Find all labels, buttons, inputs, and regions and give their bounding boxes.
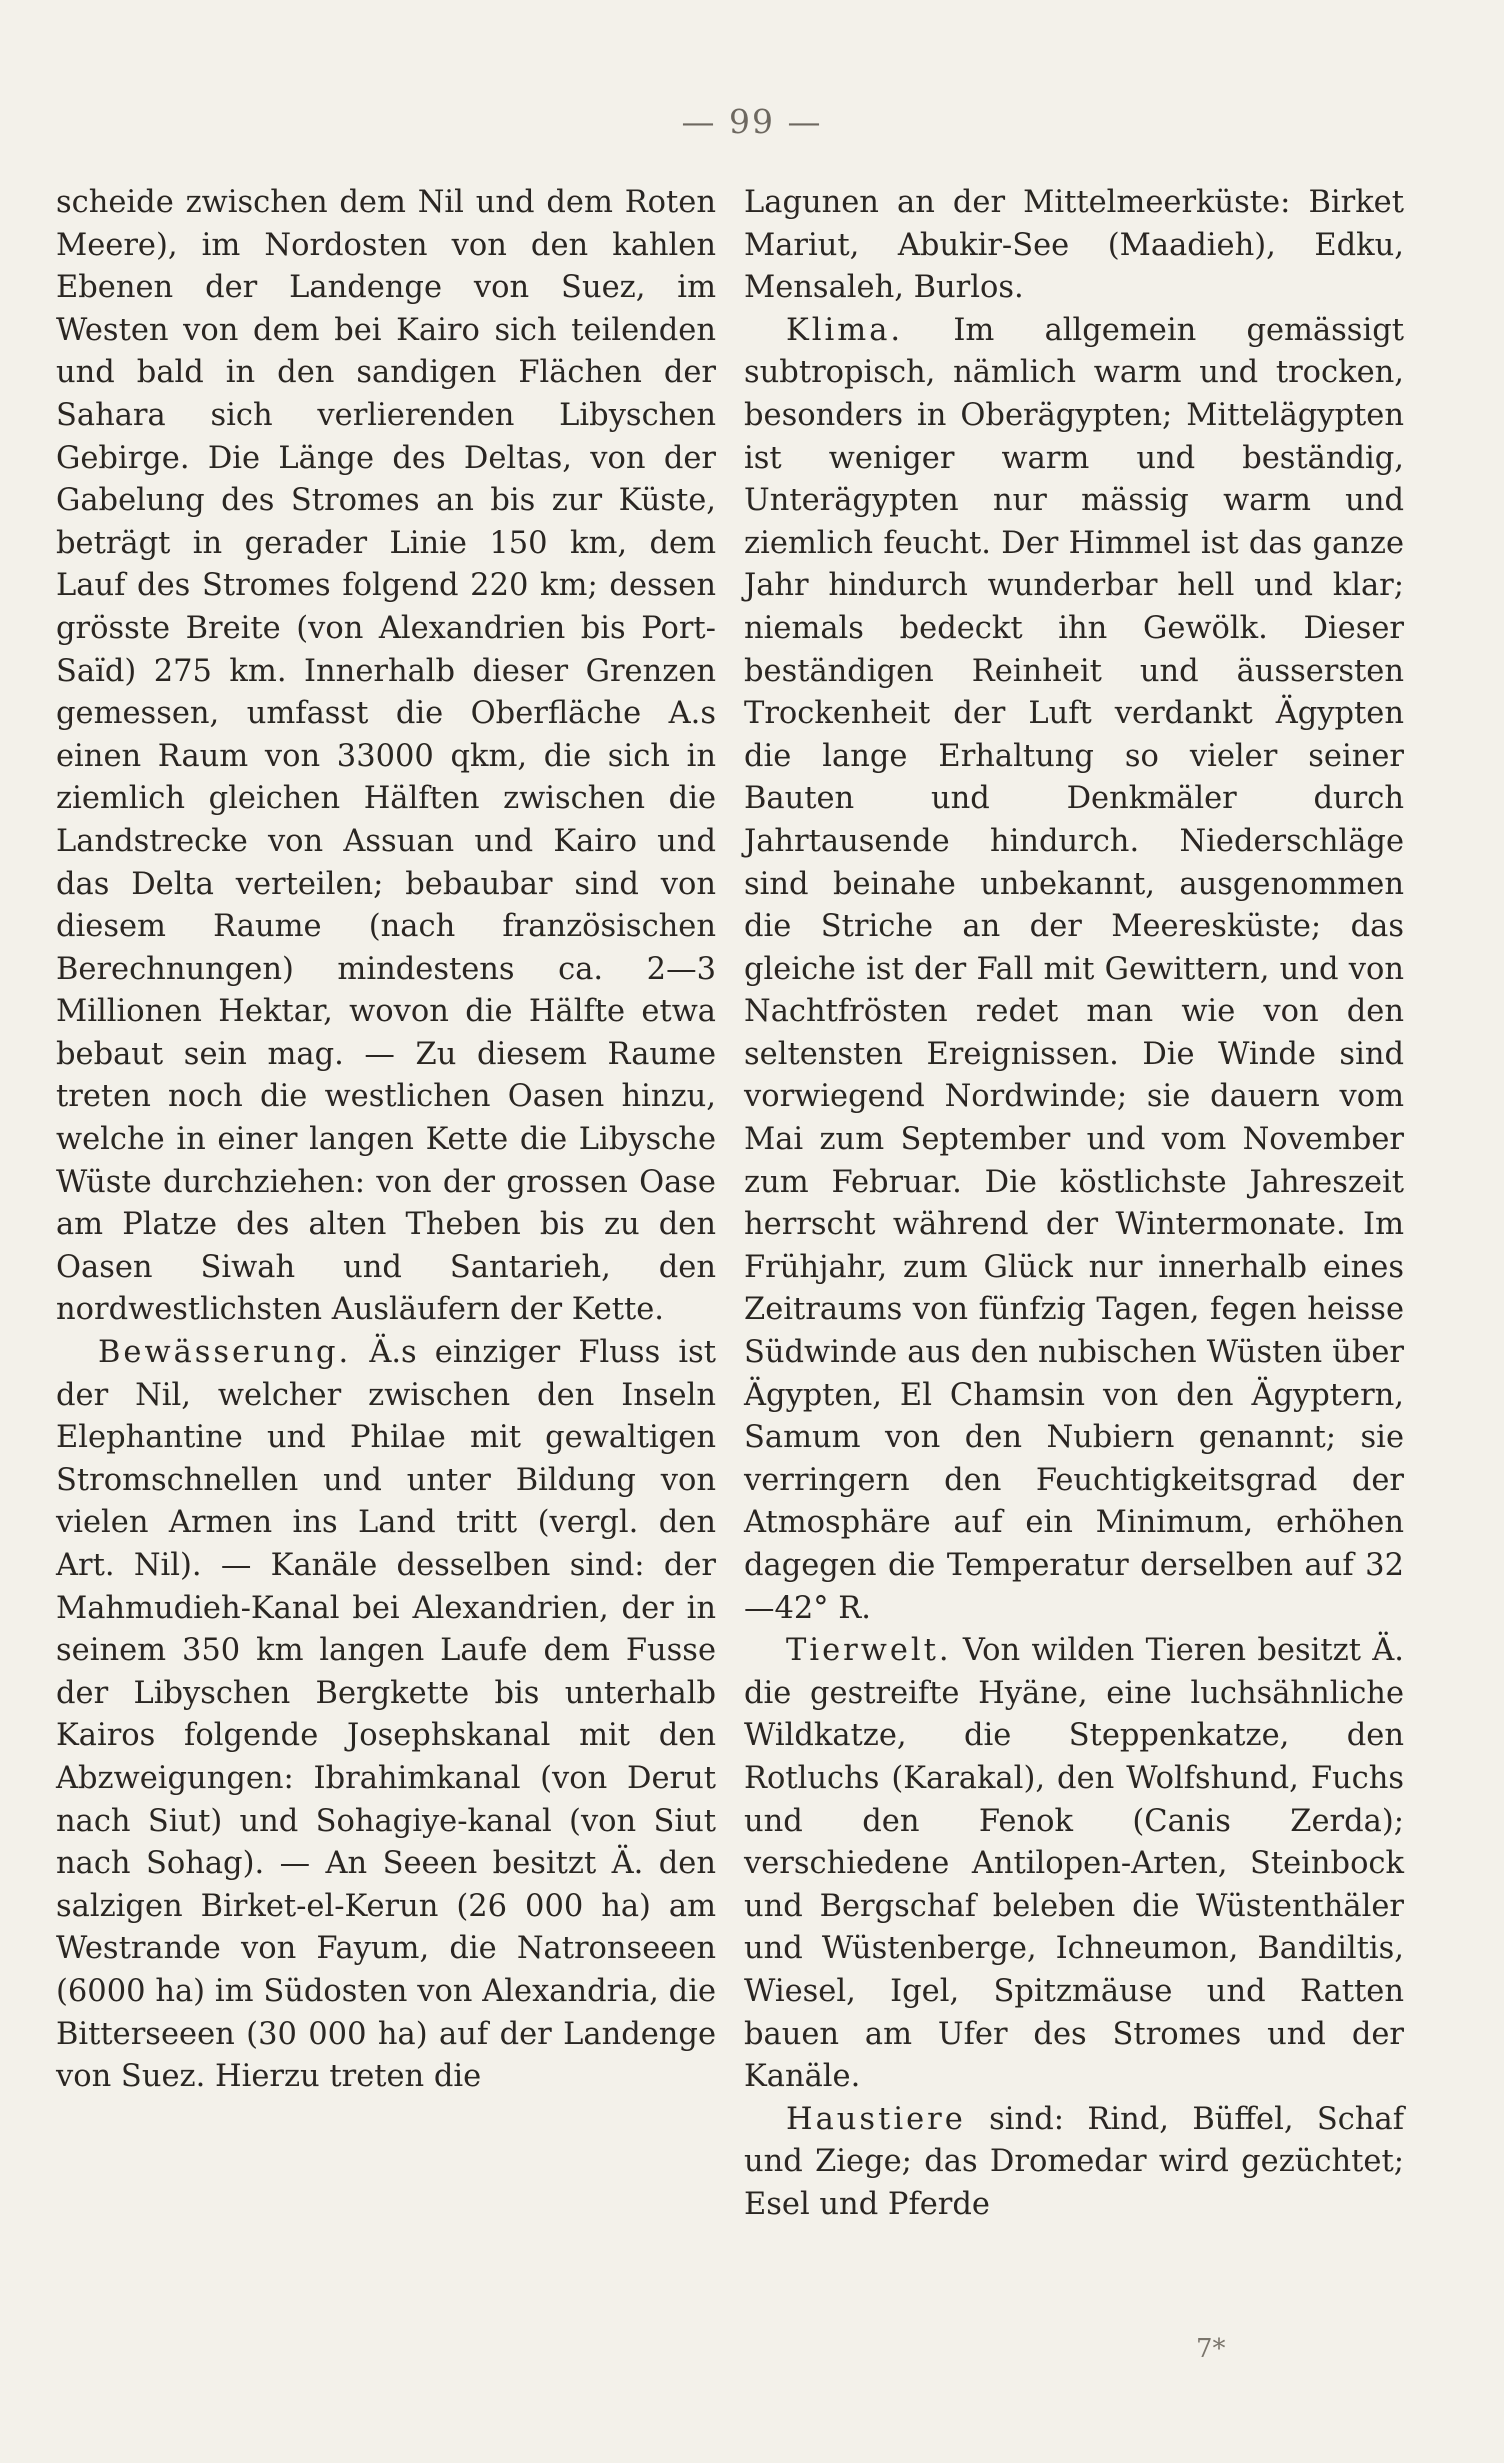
- section-heading-bewaesserung: Bewässerung.: [98, 1335, 352, 1371]
- section-heading-tierwelt: Tierwelt.: [786, 1633, 952, 1669]
- page-number: — 99 —: [681, 102, 823, 141]
- paragraph-klima: [744, 310, 1404, 1630]
- left-column: [56, 182, 716, 2099]
- section-heading-haustiere: Haustiere: [786, 2101, 966, 2137]
- section-body-haustiere: sind: Rind, Büffel, Schaf und Ziege; das Dromedar wird gezüchtet; Esel und Pferde: [744, 2101, 1404, 2222]
- section-body-tierwelt: Von wilden Tieren besitzt Ä. die gestreifte Hyäne, eine luchsähnliche Wildkatze, die Steppenkatze, den Rotluchs (Karakal), den Wolfshund, Fuchs und den Fenok (Canis Zerda); verschiedene Antilopen-Arten, Steinbock und Bergschaf beleben die Wüstenthäler und Wüstenberge, Ichneumon, Bandiltis, Wiesel, Igel, Spitzmäuse und Ratten bauen am Ufer des Stromes und der Kanäle.: [744, 1633, 1404, 2095]
- signature-mark: 7*: [1196, 2334, 1226, 2364]
- paragraph-delta: scheide zwischen dem Nil und dem Roten Meere), im Nordosten von den kahlen Ebenen der Landenge von Suez, im Westen von dem bei Kairo sich teilenden und bald in den sandigen Flächen der Sahara sich verlierenden Libyschen Gebirge. Die Länge des Deltas, von der Gabelung des Stromes an bis zur Küste, beträgt in gerader Linie 150 km, dem Lauf des Stromes folgend 220 km; dessen grösste Breite (von Alexandrien bis Port-Saïd) 275 km. Innerhalb dieser Grenzen gemessen, umfasst die Oberfläche A.s einen Raum von 33000 qkm, die sich in ziemlich gleichen Hälften zwischen die Landstrecke von Assuan und Kairo und das Delta verteilen; bebaubar sind von diesem Raume (nach französischen Berechnungen) mindestens ca. 2—3 Millionen Hektar, wovon die Hälfte etwa bebaut sein mag. — Zu diesem Raume treten noch die westlichen Oasen hinzu, welche in einer langen Kette die Libysche Wüste durchziehen: von der grossen Oase am Platze des alten Theben bis zu den Oasen Siwah und Santarieh, den nordwestlichsten Ausläufern der Kette.: [56, 185, 716, 1328]
- paragraph-bewaesserung: [56, 1332, 716, 2099]
- section-heading-klima: Klima.: [786, 312, 904, 348]
- paragraph-lagunen: Lagunen an der Mittelmeerküste: Birket Mariut, Abukir-See (Maadieh), Edku, Mensaleh, Burlos.: [744, 185, 1404, 306]
- paragraph-tierwelt: [744, 1630, 1404, 2099]
- paragraph-haustiere: [744, 2099, 1404, 2227]
- right-column: [744, 182, 1404, 2227]
- section-body-klima: Im allgemein gemässigt subtropisch, nämlich warm und trocken, besonders in Oberägypten; Mittelägypten ist weniger warm und beständig, Unterägypten nur mässig warm und ziemlich feucht. Der Himmel ist das ganze Jahr hindurch wunderbar hell und klar; niemals bedeckt ihn Gewölk. Dieser beständigen Reinheit und äussersten Trockenheit der Luft verdankt Ägypten die lange Erhaltung so vieler seiner Bauten und Denkmäler durch Jahrtausende hindurch. Niederschläge sind beinahe unbekannt, ausgenommen die Striche an der Meeresküste; das gleiche ist der Fall mit Gewittern, und von Nachtfrösten redet man wie von den seltensten Ereignissen. Die Winde sind vorwiegend Nordwinde; sie dauern vom Mai zum September und vom November zum Februar. Die köstlichste Jahreszeit herrscht während der Wintermonate. Im Frühjahr, zum Glück nur innerhalb eines Zeitraums von fünfzig Tagen, fegen heisse Südwinde aus den nubischen Wüsten über Ägypten, El Chamsin von den Ägyptern, Samum von den Nubiern genannt; sie verringern den Feuchtigkeitsgrad der Atmosphäre auf ein Minimum, erhöhen dagegen die Temperatur derselben auf 32—42° R.: [744, 312, 1404, 1626]
- section-body-bewaesserung: Ä.s einziger Fluss ist der Nil, welcher zwischen den Inseln Elephantine und Philae mit gewaltigen Stromschnellen und unter Bildung von vielen Armen ins Land tritt (vergl. den Art. Nil). — Kanäle desselben sind: der Mahmudieh-Kanal bei Alexandrien, der in seinem 350 km langen Laufe dem Fusse der Libyschen Bergkette bis unterhalb Kairos folgende Josephskanal mit den Abzweigungen: Ibrahimkanal (von Derut nach Siut) und Sohagiye-kanal (von Siut nach Sohag). — An Seeen besitzt Ä. den salzigen Birket-el-Kerun (26 000 ha) am Westrande von Fayum, die Natronseeen (6000 ha) im Südosten von Alexandria, die Bitterseeen (30 000 ha) auf der Landenge von Suez. Hierzu treten die: [56, 1335, 716, 2095]
